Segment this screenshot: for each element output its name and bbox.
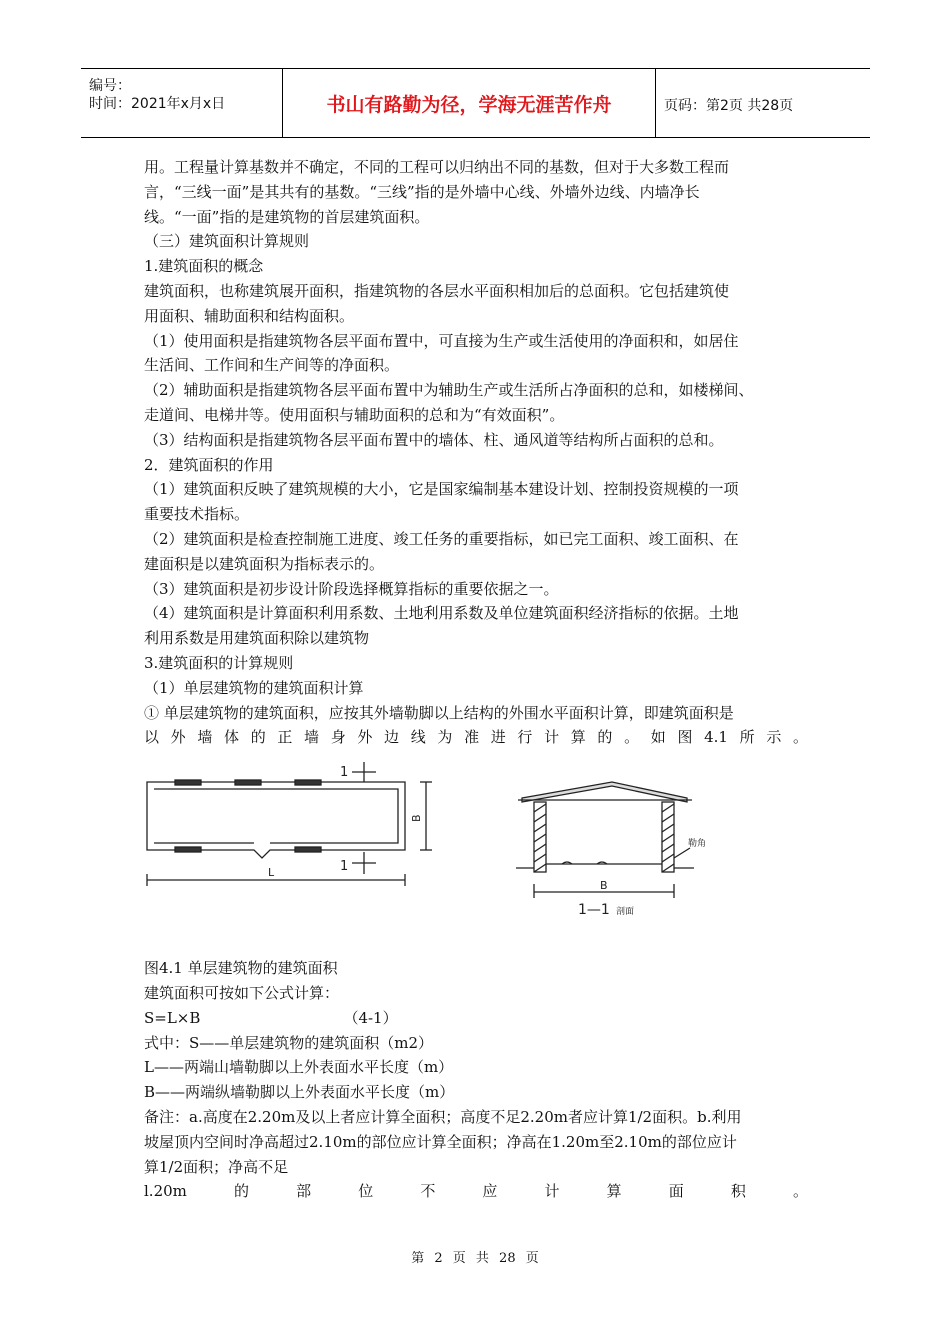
paragraph-line: L——两端山墙勒脚以上外表面水平长度（m）	[144, 1058, 454, 1077]
header-page-info: 页码：第2页 共28页	[664, 98, 794, 114]
paragraph-line: 生活间、工作间和生产间等的净面积。	[144, 356, 400, 375]
section-plinth-label: 勒角	[688, 839, 707, 849]
header-meta	[81, 69, 281, 137]
document-number: 编号：	[89, 78, 131, 94]
subsection-heading: 2．建筑面积的作用	[144, 455, 274, 474]
paragraph-line: （1）建筑面积反映了建筑规模的大小，它是国家编制基本建设计划、控制投资规模的一项	[144, 480, 739, 499]
document-body	[144, 155, 808, 1204]
paragraph-line: （2）辅助面积是指建筑物各层平面布置中为辅助生产或生活所占净面积的总和，如楼梯间、	[144, 381, 754, 400]
plan-dim-b-label: B	[410, 814, 423, 822]
paragraph-line: 式中：S——单层建筑物的建筑面积（m2）	[144, 1033, 434, 1052]
paragraph-line: 以外墙体的正墙身外边线为准进行计算的。如图4.1所示。	[144, 728, 808, 747]
paragraph-line: B——两端纵墙勒脚以上外表面水平长度（m）	[144, 1083, 455, 1102]
paragraph-line: 算1/2面积；净高不足	[144, 1157, 289, 1176]
paragraph-line: 用。工程量计算基数并不确定，不同的工程可以归纳出不同的基数，但对于大多数工程而	[144, 158, 730, 176]
paragraph-line: 备注：a.高度在2.20m及以上者应计算全面积；高度不足2.20m者应计算1/2面积。b.利用	[144, 1107, 742, 1126]
paragraph-line: 线。“一面”指的是建筑物的首层建筑面积。	[144, 207, 430, 226]
plan-section-bottom-label: 1	[340, 859, 349, 874]
paragraph-line: 利用系数是用建筑面积除以建筑物	[144, 629, 370, 648]
paragraph-line: （2）建筑面积是检查控制施工进度、竣工任务的重要指标，如已完工面积、竣工面积、在	[144, 529, 739, 548]
section-heading: （三）建筑面积计算规则	[144, 232, 310, 251]
paragraph-line: 言，“三线一面”是其共有的基数。“三线”指的是外墙中心线、外墙外边线、内墙净长	[144, 182, 700, 201]
paragraph-line: 用面积、辅助面积和结构面积。	[144, 306, 355, 325]
section-dim-b-label: B	[600, 879, 608, 892]
section-figure	[512, 768, 732, 918]
header-motto: 书山有路勤为径，学海无涯苦作舟	[282, 69, 656, 137]
subsection-heading: 3.建筑面积的计算规则	[144, 653, 294, 672]
paragraph-line: l.20m的部位不应计算面积。	[144, 1182, 808, 1201]
formula-line: S=L×B （4-1）	[144, 1008, 398, 1027]
subsection-heading: 1.建筑面积的概念	[144, 257, 264, 276]
paragraph-line: （1）使用面积是指建筑物各层平面布置中，可直接为生产或生活使用的净面积和，如居住	[144, 331, 739, 350]
figure-caption: 图4.1 单层建筑物的建筑面积	[144, 959, 338, 978]
paragraph-line: 坡屋顶内空间时净高超过2.10m的部位应计算全面积；净高在1.20m至2.10m的部位应计	[144, 1132, 737, 1151]
paragraph-line: 建面积是以建筑面积为指标表示的。	[144, 554, 385, 573]
paragraph-line: 重要技术指标。	[144, 505, 250, 524]
plan-section-top-label: 1	[340, 765, 349, 780]
section-title-suffix: 剖面	[616, 907, 635, 917]
document-date: 时间：2021年x月x日	[89, 96, 226, 112]
section-title: 1—1	[578, 902, 610, 918]
paragraph-line: （1）单层建筑物的建筑面积计算	[144, 678, 364, 697]
floor-plan-figure	[140, 760, 440, 890]
paragraph-line: （3）结构面积是指建筑物各层平面布置中的墙体、柱、通风道等结构所占面积的总和。	[144, 430, 724, 449]
page-header	[81, 68, 870, 138]
paragraph-line: 建筑面积可按如下公式计算：	[144, 983, 340, 1002]
paragraph-line: 走道间、电梯井等。使用面积与辅助面积的总和为“有效面积”。	[144, 405, 565, 424]
plan-dim-l-label: L	[268, 866, 275, 879]
paragraph-line: （3）建筑面积是初步设计阶段选择概算指标的重要依据之一。	[144, 579, 559, 598]
paragraph-line: （4）建筑面积是计算面积利用系数、土地利用系数及单位建筑面积经济指标的依据。土地	[144, 604, 739, 623]
paragraph-line: ① 单层建筑物的建筑面积，应按其外墙勒脚以上结构的外围水平面积计算，即建筑面积是	[144, 703, 734, 722]
page-footer: 第 2 页 共 28 页	[411, 1251, 539, 1266]
paragraph-line: 建筑面积，也称建筑展开面积，指建筑物的各层水平面积相加后的总面积。它包括建筑使	[144, 281, 730, 300]
